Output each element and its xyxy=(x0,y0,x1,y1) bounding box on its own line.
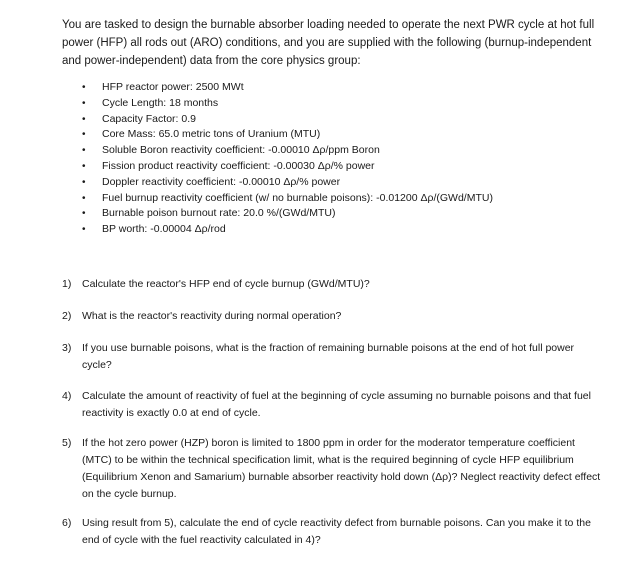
intro-paragraph: You are tasked to design the burnable absorber loading needed to operate the next PWR cycle at hot full power (HFP) all rods out (ARO) conditions, and you are supplied with the following (burnup-independent and power-independent) data from the core physics group: xyxy=(62,19,595,67)
question-number: 5) xyxy=(62,437,72,449)
bullet-icon: • xyxy=(82,129,86,141)
bullet-icon: • xyxy=(82,145,86,157)
question-number: 6) xyxy=(62,517,72,529)
parameter-text: Fission product reactivity coefficient: -0.00030 Δρ/% power xyxy=(102,159,375,172)
bullet-icon: • xyxy=(82,160,86,172)
bullet-icon: • xyxy=(82,192,86,204)
bullet-icon: • xyxy=(82,82,86,93)
question-item xyxy=(62,515,602,549)
parameter-text: Doppler reactivity coefficient: -0.00010 Δρ/% power xyxy=(102,175,341,188)
question-text: Using result from 5), calculate the end of cycle reactivity defect from burnable poisons. Can you make it to the end of cycle with the fuel reactivity calculated in 4)? xyxy=(82,517,591,546)
question-number: 4) xyxy=(62,390,72,402)
bullet-icon: • xyxy=(82,224,86,236)
parameter-text: Capacity Factor: 0.9 xyxy=(102,112,196,125)
question-text: If the hot zero power (HZP) boron is limited to 1800 ppm in order for the moderator temperature coefficient (MTC) to be within the technical specification limit, what is the required beginning of cycle HFP equilibrium (Equilibrium Xenon and Samarium) burnable absorber reactivity hold down (Δρ)? Neglect reactivity defect effect on the cycle burnup. xyxy=(82,437,601,500)
parameter-text: Core Mass: 65.0 metric tons of Uranium (MTU) xyxy=(102,128,321,141)
question-item xyxy=(62,435,602,503)
question-number: 3) xyxy=(62,342,72,354)
question-item xyxy=(62,340,602,374)
bullet-icon: • xyxy=(82,113,86,125)
question-text: If you use burnable poisons, what is the fraction of remaining burnable poisons at the end of hot full power cycle? xyxy=(82,342,575,371)
question-list xyxy=(62,0,602,575)
question-text: Calculate the amount of reactivity of fuel at the beginning of cycle assuming no burnable poisons and that fuel reactivity is exactly 0.0 at end of cycle. xyxy=(82,390,591,419)
bullet-icon: • xyxy=(82,208,86,220)
parameter-text: Cycle Length: 18 months xyxy=(102,96,219,109)
parameter-text: Fuel burnup reactivity coefficient (w/ no burnable poisons): -0.01200 Δρ/(GWd/MTU) xyxy=(102,191,493,204)
parameter-text: HFP reactor power: 2500 MWt xyxy=(102,81,244,93)
parameter-text: BP worth: -0.00004 Δρ/rod xyxy=(102,223,226,236)
question-number: 1) xyxy=(62,278,72,290)
bullet-icon: • xyxy=(82,97,86,109)
parameter-text: Soluble Boron reactivity coefficient: -0.00010 Δρ/ppm Boron xyxy=(102,144,380,157)
question-item xyxy=(62,308,602,325)
question-text: Calculate the reactor's HFP end of cycle burnup (GWd/MTU)? xyxy=(82,278,370,290)
question-text: What is the reactor's reactivity during normal operation? xyxy=(82,310,342,322)
question-number: 2) xyxy=(62,310,72,322)
question-item xyxy=(62,388,602,422)
bullet-icon: • xyxy=(82,176,86,188)
question-item xyxy=(62,276,602,293)
parameter-text: Burnable poison burnout rate: 20.0 %/(GWd/MTU) xyxy=(102,207,336,220)
